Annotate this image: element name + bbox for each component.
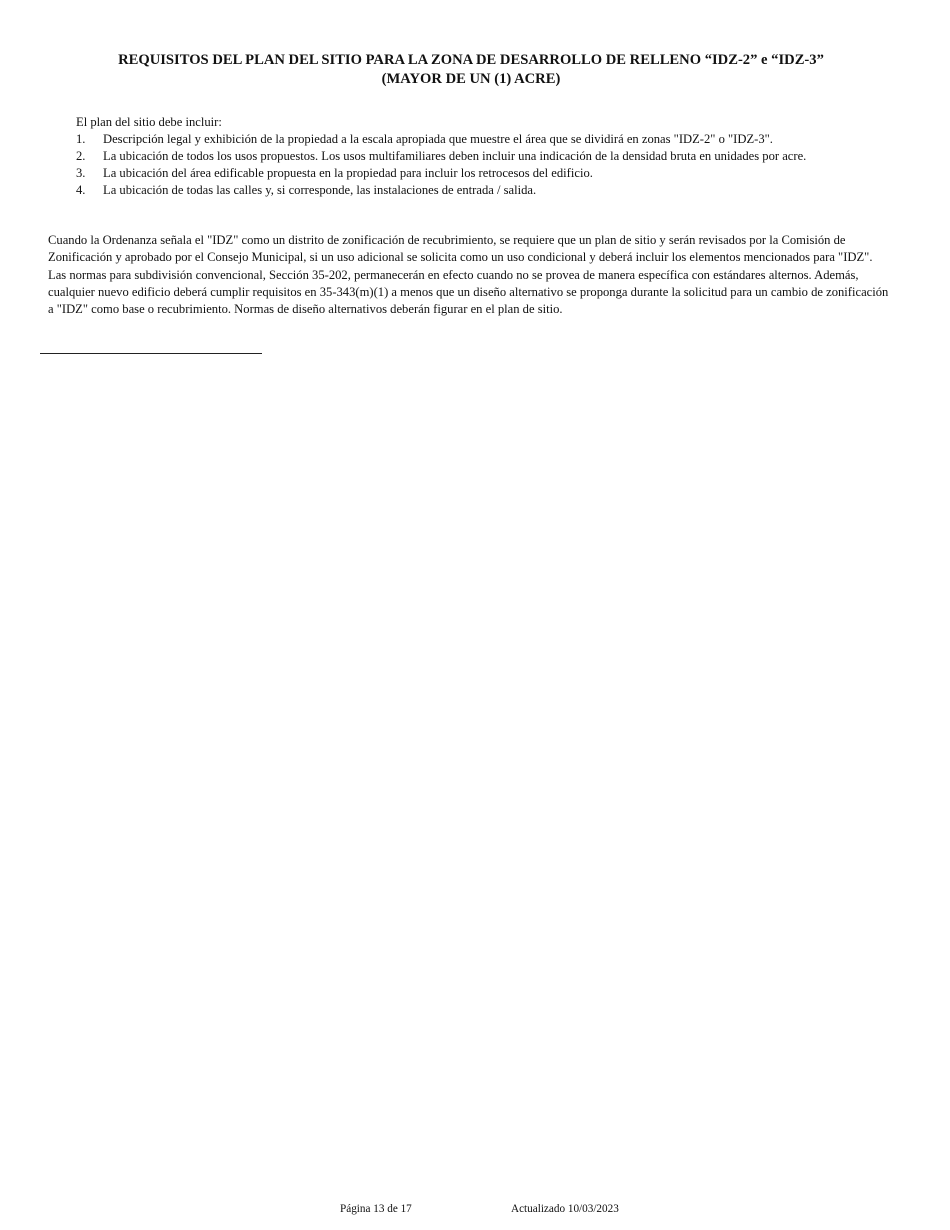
list-item-text: La ubicación de todos los usos propuestos. Los usos multifamiliares deben incluir una indicación de la densidad bruta en unidades por acre. [103, 149, 807, 163]
title-line-1: REQUISITOS DEL PLAN DEL SITIO PARA LA ZONA DE DESARROLLO DE RELLENO “IDZ-2” e “IDZ-3” [118, 52, 824, 68]
list-item [48, 182, 893, 199]
requirements-list [48, 131, 893, 199]
list-item-text: La ubicación de todas las calles y, si corresponde, las instalaciones de entrada / salida. [103, 183, 537, 197]
page-title [40, 51, 902, 89]
list-item [48, 165, 893, 182]
list-item-text: La ubicación del área edificable propuesta en la propiedad para incluir los retrocesos del edificio. [103, 166, 593, 180]
page-number: Página 13 de 17 [340, 1203, 412, 1215]
updated-date: Actualizado 10/03/2023 [511, 1203, 619, 1215]
list-item [48, 148, 893, 165]
intro-text: El plan del sitio debe incluir: [76, 115, 222, 129]
list-item-text: Descripción legal y exhibición de la propiedad a la escala apropiada que muestre el área que se dividirá en zonas "IDZ-2" o "IDZ-3". [103, 132, 773, 146]
title-line-2: (MAYOR DE UN (1) ACRE) [381, 71, 561, 87]
list-item-number: 4. [76, 183, 86, 197]
list-item-number: 1. [76, 132, 86, 146]
list-item-number: 3. [76, 166, 86, 180]
body-paragraph: Cuando la Ordenanza señala el "IDZ" como un distrito de zonificación de recubrimiento, se requiere que un plan de sitio y serán revisados por la Comisión de Zonificación y aprobado por el Consejo Municipal, si un uso adicional se solicita como un uso condicional y deberá incluir los elementos mencionados para "IDZ". Las normas para subdivisión convencional, Sección 35-202, permanecerán en efecto cuando no se provea de manera específica con estándares alternos. Además, cualquier nuevo edificio deberá cumplir requisitos en 35-343(m)(1) a menos que un diseño alternativo se proponga durante la solicitud para un cambio de zonificación a "IDZ" como base o recubrimiento. Normas de diseño alternativos deberán figurar en el plan de sitio. [48, 233, 889, 317]
footnote-divider [40, 353, 262, 354]
list-item-number: 2. [76, 149, 86, 163]
list-item [48, 131, 893, 148]
